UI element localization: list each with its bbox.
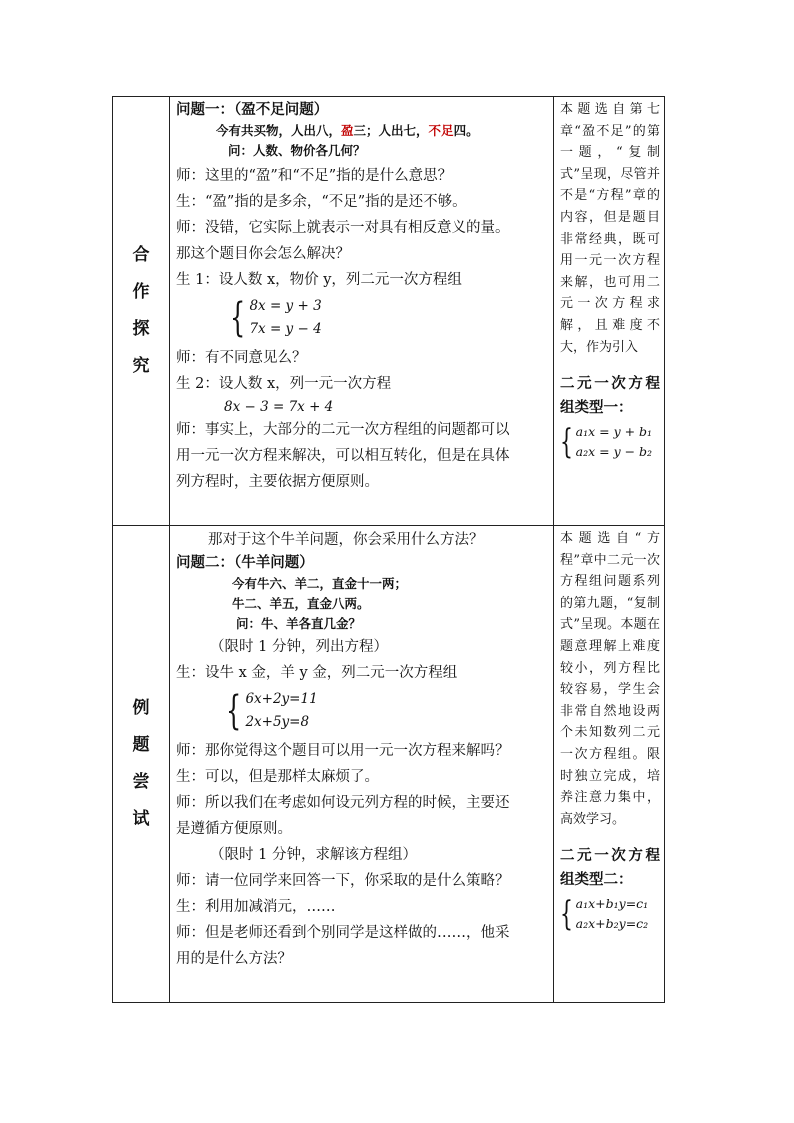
- dialogue-line: 是遵循方便原则。: [176, 821, 292, 837]
- section-label: [113, 237, 169, 385]
- classic-text: 牛二、羊五，直金八两。: [232, 596, 370, 611]
- equation: a₂x+b₂y=c₂: [575, 916, 649, 932]
- equation: 2x+5y=8: [245, 714, 310, 730]
- dialogue-line: 师：请一位同学来回答一下，你采取的是什么策略？: [176, 873, 510, 889]
- dialogue-line: 那对于这个牛羊问题，你会采用什么方法？: [208, 532, 484, 548]
- dialogue-line: 生：“盈”指的是多余，“不足”指的是还不够。: [176, 194, 467, 210]
- equation: a₁x+b₁y=c₁: [575, 896, 649, 912]
- dialogue-line: 师：但是老师还看到个别同学是这样做的……，他采: [176, 925, 510, 941]
- dialogue-cell: [170, 526, 554, 1003]
- label-char: 例: [132, 698, 150, 718]
- brace-icon: {: [560, 894, 573, 935]
- dialogue-line: 师：没错，它实际上就表示一对具有相反意义的量。: [176, 220, 510, 236]
- label-char: 探: [132, 319, 150, 339]
- section-label-cell: [113, 97, 170, 526]
- type-title: 二元一次方程组类型一：: [560, 376, 660, 417]
- classic-question: 问：牛、羊各直几金？: [236, 616, 362, 631]
- dialogue-line: 师：有不同意见么？: [176, 350, 307, 366]
- label-char: 尝: [132, 772, 150, 792]
- dialogue-line: 用一元一次方程来解决，可以相互转化，但是在具体: [176, 448, 510, 464]
- label-char: 究: [132, 356, 150, 376]
- brace-icon: {: [230, 295, 246, 341]
- dialogue-line: 生：利用加减消元，……: [176, 899, 336, 915]
- question-title: 问题二：（牛羊问题）: [176, 554, 314, 571]
- section-label-cell: [113, 526, 170, 1003]
- equation: 7x = y − 4: [249, 321, 322, 337]
- equation: 8x − 3 = 7x + 4: [224, 399, 334, 415]
- label-char: 题: [132, 735, 150, 755]
- dialogue-line: 那这个题目你会怎么解决？: [176, 246, 350, 262]
- label-char: 试: [132, 809, 150, 829]
- design-note: 本题选自第七章“盈不足”的第一题，“复制式”呈现，尽管并不是“方程”章的内容，但是题目非常经典，既可用一元一次方程来解，也可用二元一次方程求解，且难度不大，作为引入: [560, 102, 660, 355]
- equation: 6x+2y=11: [245, 691, 318, 707]
- time-limit: （限时 1 分钟，求解该方程组）: [210, 847, 417, 863]
- brace-icon: {: [226, 688, 242, 734]
- type-title: 二元一次方程组类型二：: [560, 848, 660, 889]
- time-limit: （限时 1 分钟，列出方程）: [210, 639, 388, 655]
- section-row-example-attempt: [113, 526, 665, 1003]
- design-note-cell: [554, 97, 665, 526]
- label-char: 作: [132, 282, 150, 302]
- design-note-cell: [554, 526, 665, 1003]
- dialogue-line: 师：这里的“盈”和“不足”指的是什么意思？: [176, 168, 453, 184]
- equation: 8x = y + 3: [249, 298, 322, 314]
- classic-text: 今有共买物，人出八，盈三；人出七，不足四。: [216, 123, 479, 138]
- dialogue-line: 生：设牛 x 金，羊 y 金，列二元一次方程组: [176, 665, 458, 681]
- dialogue-line: 生 2：设人数 x，列一元一次方程: [176, 376, 392, 392]
- dialogue-line: 列方程时，主要依据方便原则。: [176, 474, 379, 490]
- classic-text: 今有牛六、羊二，直金十一两；: [232, 576, 408, 591]
- label-char: 合: [132, 245, 150, 265]
- design-note: 本题选自“方程”章中二元一次方程组问题系列的第九题，“复制式”呈现。本题在题意理解上难度较小，列方程比较容易，学生会非常自然地设两个未知数列二元一次方程组。限时独立完成，培养注意力集中，高效学习。: [560, 531, 660, 827]
- dialogue-line: 师：那你觉得这个题目可以用一元一次方程来解吗？: [176, 743, 510, 759]
- dialogue-line: 用的是什么方法？: [176, 951, 292, 967]
- section-label: [113, 690, 169, 838]
- classic-question: 问：人数、物价各几何？: [228, 143, 366, 158]
- dialogue-line: 师：事实上，大部分的二元一次方程组的问题都可以: [176, 422, 510, 438]
- section-row-cooperative-inquiry: [113, 97, 665, 526]
- question-title: 问题一：（盈不足问题）: [176, 101, 329, 118]
- equation: a₂x = y − b₂: [575, 444, 653, 460]
- brace-icon: {: [560, 422, 573, 463]
- lesson-table: [112, 96, 665, 1003]
- equation-system: [226, 688, 549, 734]
- dialogue-line: 生：可以，但是那样太麻烦了。: [176, 769, 379, 785]
- type-system: [560, 422, 660, 462]
- dialogue-line: 生 1：设人数 x，物价 y，列二元一次方程组: [176, 272, 462, 288]
- equation: a₁x = y + b₁: [575, 424, 653, 440]
- dialogue-cell: [170, 97, 554, 526]
- type-system: [560, 894, 660, 934]
- equation-system: [230, 295, 549, 341]
- dialogue-line: 师：所以我们在考虑如何设元列方程的时候，主要还: [176, 795, 510, 811]
